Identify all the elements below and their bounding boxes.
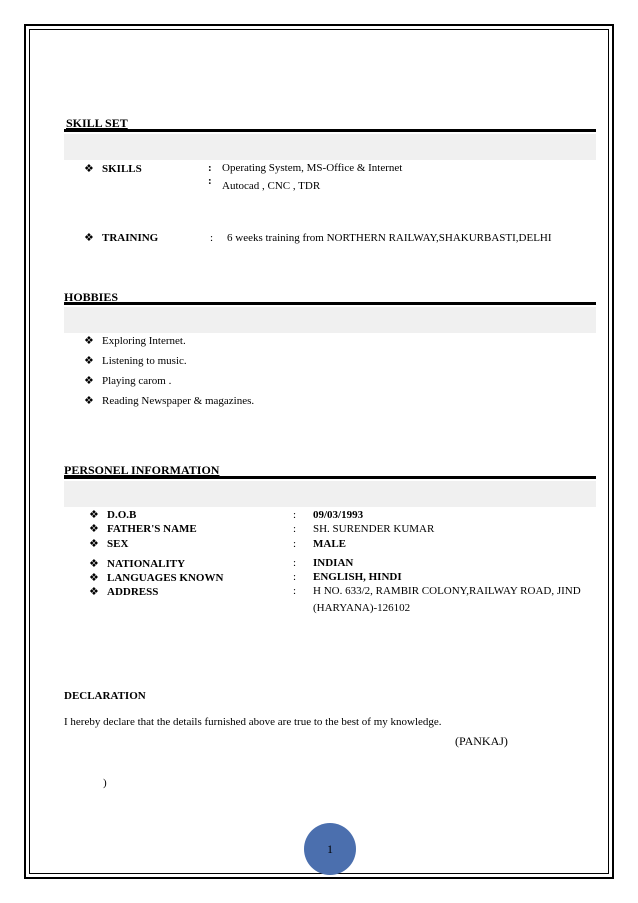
skills-value-2: Autocad , CNC , TDR bbox=[222, 180, 321, 192]
page-number: 1 bbox=[327, 842, 333, 856]
declaration-text: I hereby declare that the details furnished above are true to the best of my knowledge. bbox=[64, 716, 442, 728]
languages-label: LANGUAGES KNOWN bbox=[107, 572, 224, 584]
sex-label: SEX bbox=[107, 538, 129, 550]
hobby-item: Reading Newspaper & magazines. bbox=[102, 395, 255, 407]
hobby-item: Listening to music. bbox=[102, 355, 187, 367]
sex-value: MALE bbox=[313, 538, 346, 550]
nationality-label: NATIONALITY bbox=[107, 558, 186, 570]
languages-colon: : bbox=[293, 571, 297, 583]
diamond-bullet-icon: ❖ bbox=[84, 355, 94, 367]
skill-set-heading: SKILL SET bbox=[66, 116, 128, 130]
languages-value: ENGLISH, HINDI bbox=[313, 571, 402, 583]
stray-paren: ) bbox=[103, 777, 107, 789]
personal-info-heading: PERSONEL INFORMATION bbox=[64, 463, 220, 477]
declaration-heading: DECLARATION bbox=[64, 690, 146, 702]
diamond-bullet-icon: ❖ bbox=[84, 163, 94, 175]
diamond-bullet-icon: ❖ bbox=[89, 509, 99, 521]
diamond-bullet-icon: ❖ bbox=[89, 558, 99, 570]
diamond-bullet-icon: ❖ bbox=[89, 572, 99, 584]
skills-label: SKILLS bbox=[102, 163, 142, 175]
diamond-bullet-icon: ❖ bbox=[84, 335, 94, 347]
dob-label: D.O.B bbox=[107, 509, 137, 521]
father-name-value: SH. SURENDER KUMAR bbox=[313, 523, 435, 535]
training-label: TRAINING bbox=[102, 232, 159, 244]
diamond-bullet-icon: ❖ bbox=[84, 232, 94, 244]
skills-value-1: Operating System, MS-Office & Internet bbox=[222, 162, 403, 174]
address-value: H NO. 633/2, RAMBIR COLONY,RAILWAY ROAD, JIND bbox=[313, 585, 581, 597]
training-value: 6 weeks training from NORTHERN RAILWAY,SHAKURBASTI,DELHI bbox=[227, 232, 552, 244]
nationality-value: INDIAN bbox=[313, 557, 354, 569]
diamond-bullet-icon: ❖ bbox=[89, 523, 99, 535]
dob-value: 09/03/1993 bbox=[313, 509, 364, 521]
address-label: ADDRESS bbox=[107, 586, 159, 598]
skill-set-band bbox=[64, 134, 596, 160]
address-line-2: (HARYANA)-126102 bbox=[313, 602, 411, 614]
skill-set-rule bbox=[64, 129, 596, 132]
sex-colon: : bbox=[293, 538, 297, 550]
signature-name: (PANKAJ) bbox=[455, 734, 508, 748]
diamond-bullet-icon: ❖ bbox=[84, 395, 94, 407]
hobby-item: Playing carom . bbox=[102, 375, 172, 387]
father-name-label: FATHER'S NAME bbox=[107, 523, 197, 535]
personal-info-band bbox=[64, 481, 596, 507]
hobbies-heading: HOBBIES bbox=[64, 290, 119, 304]
hobbies-rule bbox=[64, 302, 596, 305]
address-colon: : bbox=[293, 585, 297, 597]
diamond-bullet-icon: ❖ bbox=[84, 375, 94, 387]
training-colon: : bbox=[210, 232, 214, 244]
page-number-badge bbox=[304, 823, 356, 875]
nationality-colon: : bbox=[293, 557, 297, 569]
dob-colon: : bbox=[293, 509, 297, 521]
hobby-item: Exploring Internet. bbox=[102, 335, 186, 347]
skills-colon-1: : bbox=[208, 162, 212, 174]
father-name-colon: : bbox=[293, 523, 297, 535]
diamond-bullet-icon: ❖ bbox=[89, 586, 99, 598]
hobbies-band bbox=[64, 307, 596, 333]
diamond-bullet-icon: ❖ bbox=[89, 538, 99, 550]
personal-info-rule bbox=[64, 476, 596, 479]
skills-colon-2: : bbox=[208, 175, 212, 187]
